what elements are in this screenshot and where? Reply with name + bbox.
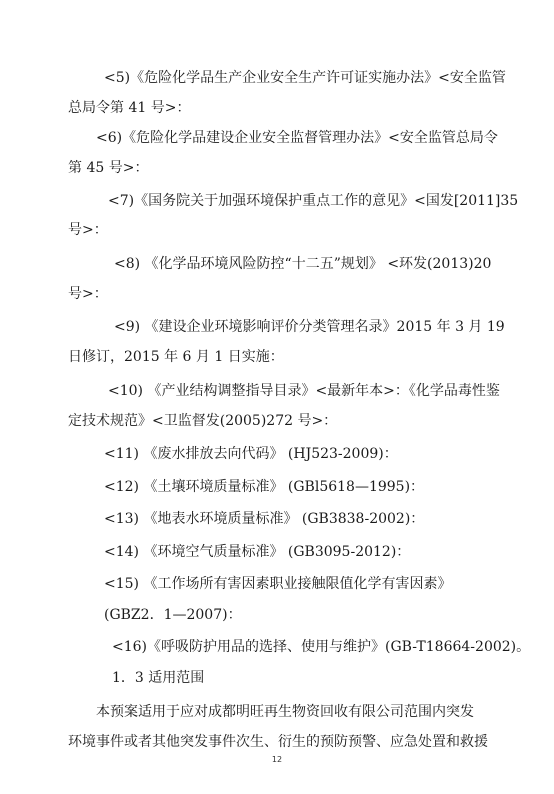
list-item-16: <16)《呼吸防护用品的选择、使用与维护》(GB-T18664-2002)。 bbox=[112, 639, 531, 655]
list-item-14: <14) 《环境空气质量标准》 (GB3095-2012)： bbox=[104, 544, 411, 560]
list-item-7: <7)《国务院关于加强环境保护重点工作的意见》<国发[2011]35 bbox=[108, 193, 519, 209]
list-item-5-cont: 总局令第 41 号>： bbox=[68, 100, 191, 116]
list-item-15-cont: (GBZ2．1—2007)： bbox=[104, 607, 242, 623]
list-item-9-cont: 日修订，2015 年 6 月 1 日实施： bbox=[68, 349, 284, 365]
paragraph-line-2: 环境事件或者其他突发事件次生、衍生的预防预警、应急处置和救援 bbox=[68, 734, 488, 750]
page-number: 12 bbox=[271, 755, 283, 764]
section-heading-1-3: 1．3 适用范围 bbox=[112, 670, 205, 686]
list-item-6-cont: 第 45 号>： bbox=[68, 160, 149, 176]
list-item-6: <6)《危险化学品建设企业安全监督管理办法》<安全监管总局令 bbox=[96, 130, 498, 146]
list-item-13: <13) 《地表水环境质量标准》 (GB3838-2002)： bbox=[104, 511, 425, 527]
list-item-8: <8) 《化学品环境风险防控“十二五”规划》 <环发(2013)20 bbox=[114, 256, 492, 272]
list-item-9: <9) 《建设企业环境影响评价分类管理名录》2015 年 3 月 19 bbox=[114, 319, 505, 335]
list-item-12: <12) 《土壤环境质量标准》 (GBl5618—1995)： bbox=[104, 479, 425, 495]
list-item-8-cont: 号>： bbox=[68, 286, 108, 302]
list-item-10: <10) 《产业结构调整指导目录》<最新年本>：《化学品毒性鉴 bbox=[108, 383, 500, 399]
list-item-5: <5)《危险化学品生产企业安全生产许可证实施办法》<安全监管 bbox=[104, 70, 506, 86]
paragraph-line-1: 本预案适用于应对成都明旺再生物资回收有限公司范围内突发 bbox=[96, 704, 474, 720]
list-item-7-cont: 号>： bbox=[68, 222, 108, 238]
list-item-11: <11) 《废水排放去向代码》 (HJ523-2009)： bbox=[104, 446, 398, 462]
list-item-10-cont: 定技术规范》<卫监督发(2005)272 号>： bbox=[68, 413, 338, 429]
list-item-15: <15) 《工作场所有害因素职业接触限值化学有害因素》 bbox=[104, 576, 452, 592]
